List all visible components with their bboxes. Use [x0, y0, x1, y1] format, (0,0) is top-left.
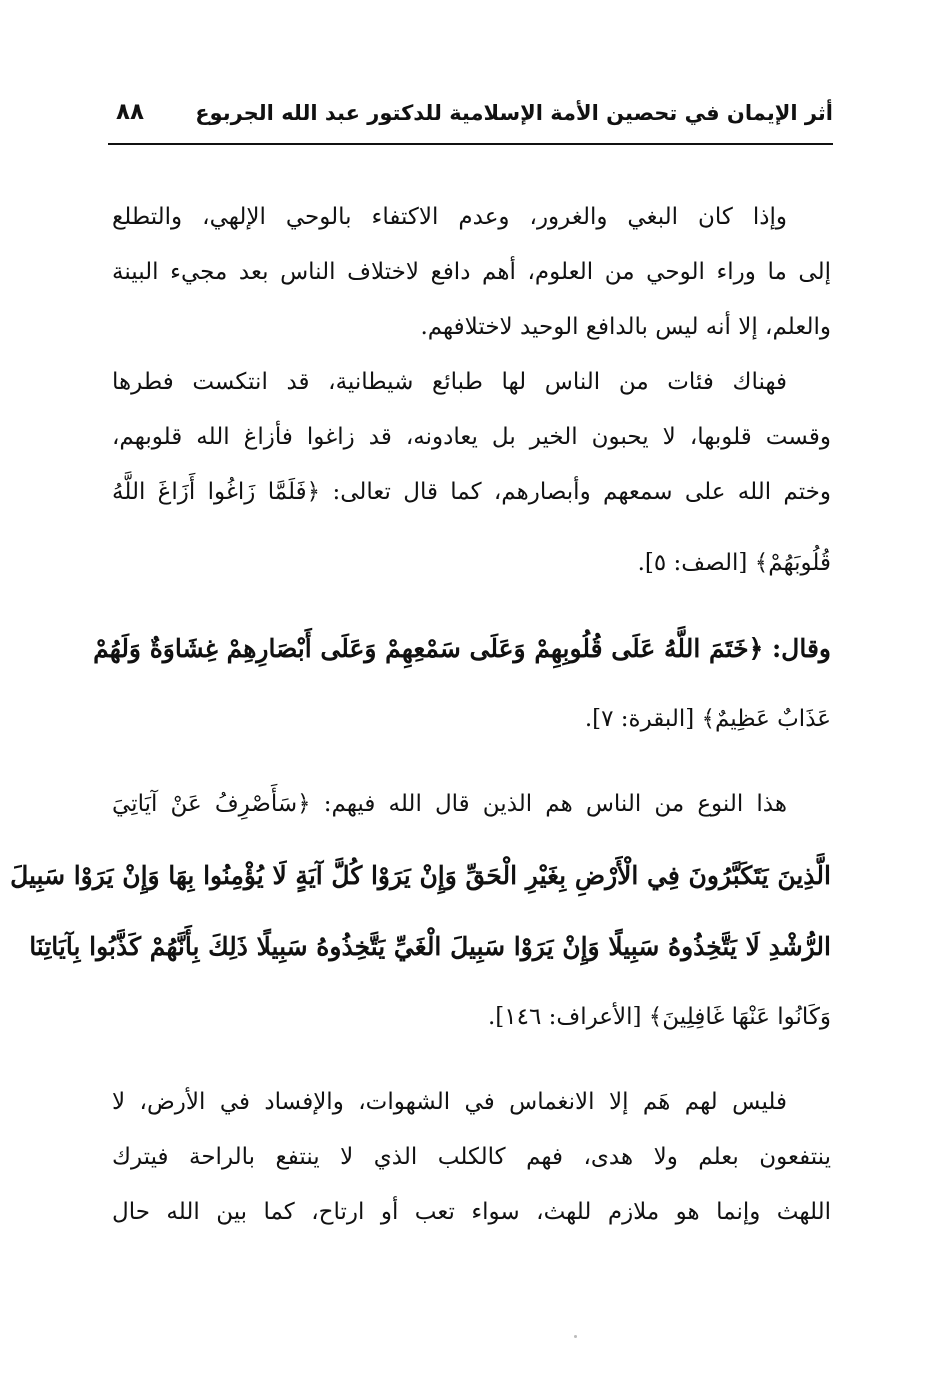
scan-speck [574, 1335, 577, 1338]
text-line: وختم الله على سمعهم وأبصارهم، كما قال تعالى: ﴿فَلَمَّا زَاغُوا أَزَاغَ اللَّهُ [112, 479, 831, 505]
quran-line: الَّذِينَ يَتَكَبَّرُونَ فِي الْأَرْضِ بِغَيْرِ الْحَقِّ وَإِنْ يَرَوْا كُلَّ آيَةٍ لَا يُؤْمِنُوا بِهَا وَإِنْ يَرَوْا سَبِيلَ [10, 861, 831, 890]
page-number: ٨٨ [116, 99, 145, 125]
text-line: قُلُوبَهُمْ﴾ [الصف: ٥]. [637, 550, 831, 576]
text-line: هذا النوع من الناس هم الذين قال الله فيهم: ﴿سَأَصْرِفُ عَنْ آيَاتِيَ [112, 791, 787, 817]
text-line: والعلم، إلا أنه ليس بالدافع الوحيد لاختلافهم. [420, 314, 831, 340]
quran-line: وَكَانُوا عَنْهَا غَافِلِينَ﴾ [الأعراف: ١٤٦]. [487, 1004, 831, 1030]
quran-line: عَذَابٌ عَظِيمٌ﴾ [البقرة: ٧]. [584, 706, 831, 732]
running-title: أثر الإيمان في تحصين الأمة الإسلامية للدكتور عبد الله الجربوع [195, 101, 833, 125]
header-rule [108, 143, 833, 145]
text-line: ينتفعون بعلم ولا هدى، فهم كالكلب الذي لا ينتفع بالراحة فيترك [112, 1144, 831, 1170]
page-body [10, 190, 831, 1240]
text-line: وإذا كان البغي والغرور، وعدم الاكتفاء بالوحي الإلهي، والتطلع [112, 204, 787, 230]
quran-line: الرُّشْدِ لَا يَتَّخِذُوهُ سَبِيلًا وَإِنْ يَرَوْا سَبِيلَ الْغَيِّ يَتَّخِذُوهُ سَبِيلًا ذَلِكَ بِأَنَّهُمْ كَذَّبُوا بِآيَاتِنَا [29, 932, 831, 961]
text-line: اللهث وإنما هو ملازم للهث، سواء تعب أو ارتاح، كما بين الله حال [112, 1199, 831, 1225]
text-line: إلى ما وراء الوحي من العلوم، أهم دافع لاختلاف الناس بعد مجيء البينة [112, 259, 831, 285]
text-line: فهناك فئات من الناس لها طبائع شيطانية، قد انتكست فطرها [112, 369, 787, 395]
text-line: فليس لهم هَم إلا الانغماس في الشهوات، والإفساد في الأرض، لا [112, 1089, 787, 1115]
text-line: وقست قلوبها، لا يحبون الخير بل يعادونه، قد زاغوا فأزاغ الله قلوبهم، [112, 424, 831, 450]
page-header [108, 95, 833, 135]
quran-line: وقال: ﴿خَتَمَ اللَّهُ عَلَى قُلُوبِهِمْ وَعَلَى سَمْعِهِمْ وَعَلَى أَبْصَارِهِمْ غِشَاوَةٌ وَلَهُمْ [93, 634, 831, 663]
